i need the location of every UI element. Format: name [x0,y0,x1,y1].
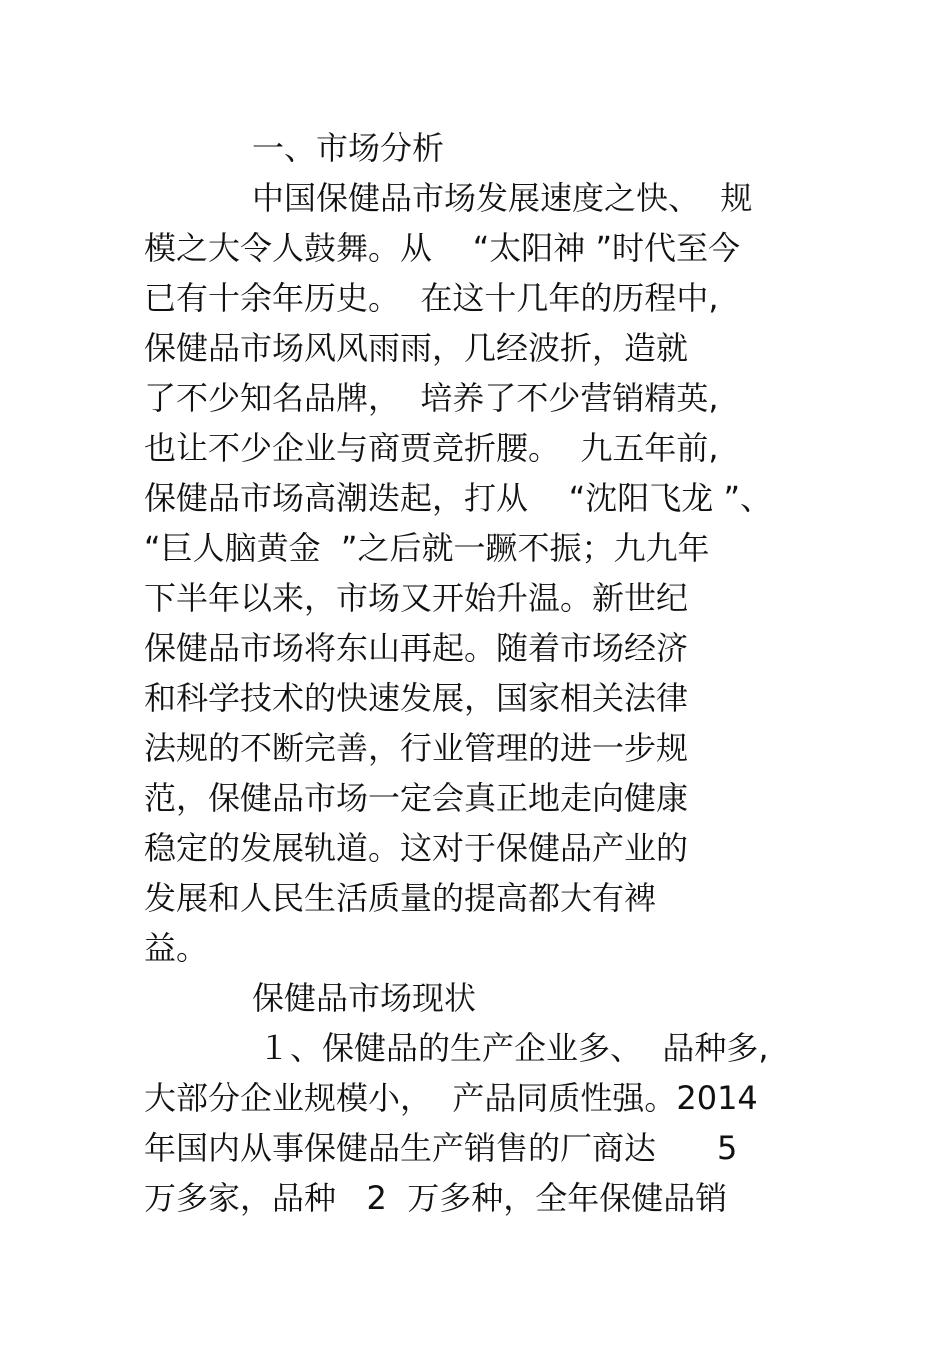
paragraph-line: 下半年以来，市场又开始升温。新世纪 [144,579,689,617]
paragraph-line: 范，保健品市场一定会真正地走向健康 [144,779,689,817]
paragraph-line: 年国内从事保健品生产销售的厂商达 5 [144,1129,738,1167]
paragraph-line: １、保健品的生产企业多、 品种多, [258,1029,769,1067]
paragraph-line: 益。 [144,929,209,967]
paragraph-line: 法规的不断完善，行业管理的进一步规 [144,729,689,767]
paragraph-line: 保健品市场风风雨雨，几经波折，造就 [144,329,689,367]
paragraph-line: 发展和人民生活质量的提高都大有裨 [144,879,657,917]
paragraph-line: 保健品市场高潮迭起，打从 “沈阳飞龙 ”、 [144,479,773,517]
paragraph-line: 模之大令人鼓舞。从 “太阳神 ”时代至今 [144,229,741,267]
paragraph-line: 稳定的发展轨道。这对于保健品产业的 [144,829,689,867]
paragraph-line: 也让不少企业与商贾竞折腰。 九五年前, [144,429,719,467]
section-heading-market-status: 保健品市场现状 [252,979,477,1017]
paragraph-line: 保健品市场将东山再起。随着市场经济 [144,629,689,667]
paragraph-line: 已有十余年历史。 在这十几年的历程中, [144,279,719,317]
paragraph-line: 了不少知名品牌， 培养了不少营销精英, [144,379,719,417]
paragraph-line: 中国保健品市场发展速度之快、 规 [252,179,753,217]
section-heading-market-analysis: 一、市场分析 [252,129,445,167]
paragraph-line: 大部分企业规模小， 产品同质性强。2014 [144,1079,758,1117]
paragraph-line: “巨人脑黄金 ”之后就一蹶不振；九九年 [144,529,710,567]
paragraph-line: 万多家，品种 2 万多种，全年保健品销 [144,1179,728,1217]
paragraph-line: 和科学技术的快速发展，国家相关法律 [144,679,689,717]
